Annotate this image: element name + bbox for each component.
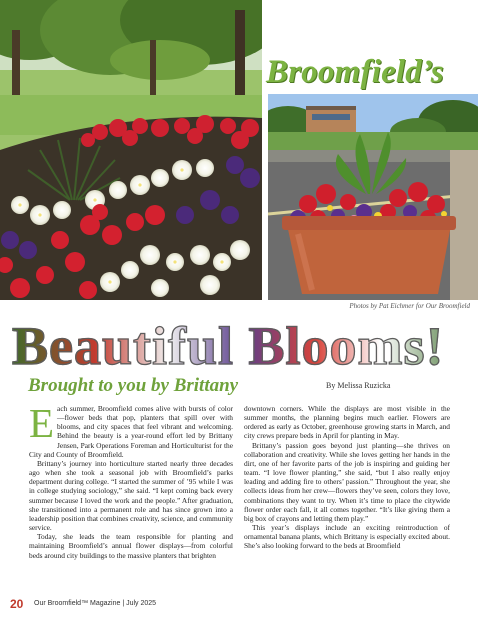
subtitle: Brought to you by Brittany <box>28 375 239 396</box>
drop-cap: E <box>29 404 55 446</box>
flower-bed-photo <box>0 0 262 300</box>
planter-photo <box>268 94 478 300</box>
article-column-left <box>29 404 233 590</box>
headline-main: Beautiful Blooms! <box>12 318 472 374</box>
publication-info: Our Broomfield™ Magazine | July 2025 <box>34 600 157 607</box>
page-number: 20 <box>10 597 24 611</box>
article-paragraph: Today, she leads the team responsible for planting and maintaining Broomfield’s annual flower displays—from colorful beds around city buildings to the massive planters that brighten <box>29 532 233 560</box>
paragraph-text: ach summer, Broomfield comes alive with bursts of color—flower beds that pop, planters that spill over with blooms, and city spaces that feel vibrant and welcoming. Behind the beauty is a year-round effort led by Brittany Jensen, Park Operations Foreman and Horticulturist for the City and County of Broomfield. <box>29 404 233 459</box>
article-column-right <box>244 404 450 590</box>
planter-illustration <box>268 94 478 300</box>
flower-bed-illustration <box>0 0 262 300</box>
article-paragraph: Brittany’s journey into horticulture started nearly three decades ago when she took a seasonal job with Broomfield’s parks department during college. “I started the summer of ’95 while I was in college studying sociology,” she said. “I kept coming back every summer because I loved the work and the people.” After graduation, she transitioned into a permanent role and has since grown into a leadership position that combines creativity, science, and community service. <box>29 458 233 533</box>
article-paragraph: This year’s displays include an exciting reintroduction of ornamental banana plants, which Brittany is especially excited about. She’s also looking forward to the beds at Broomfield <box>244 523 450 551</box>
page-footer <box>0 596 478 614</box>
byline: By Melissa Ruzicka <box>326 381 391 390</box>
photo-credit: Photos by Pat Eichmer for Our Broomfield <box>349 302 470 310</box>
headline-top: Broomfield’s <box>266 54 444 90</box>
article-paragraph <box>29 404 233 459</box>
article-paragraph: Brittany’s passion goes beyond just planting—she thrives on collaboration and creativity. While she loves getting her hands in the dirt, one of her favorite parts of the job is inspiring and guiding her team. “I love flower planting,” she said, “but I also really enjoy leading and adding fire to others’ passion.” Throughout the year, she collects ideas from her crew—flowers they’ve seen, colors they love, combinations they want to try. When it’s time to place the citywide flower order each fall, it all comes together. “It’s like giving them a big box of crayons and letting them play.” <box>244 440 450 523</box>
article-paragraph: downtown corners. While the displays are most visible in the summer months, the planning begins much earlier. Flowers are ordered as early as October, greenhouse growing starts in March, and city crews prepare beds in April for planting in May. <box>244 404 450 441</box>
